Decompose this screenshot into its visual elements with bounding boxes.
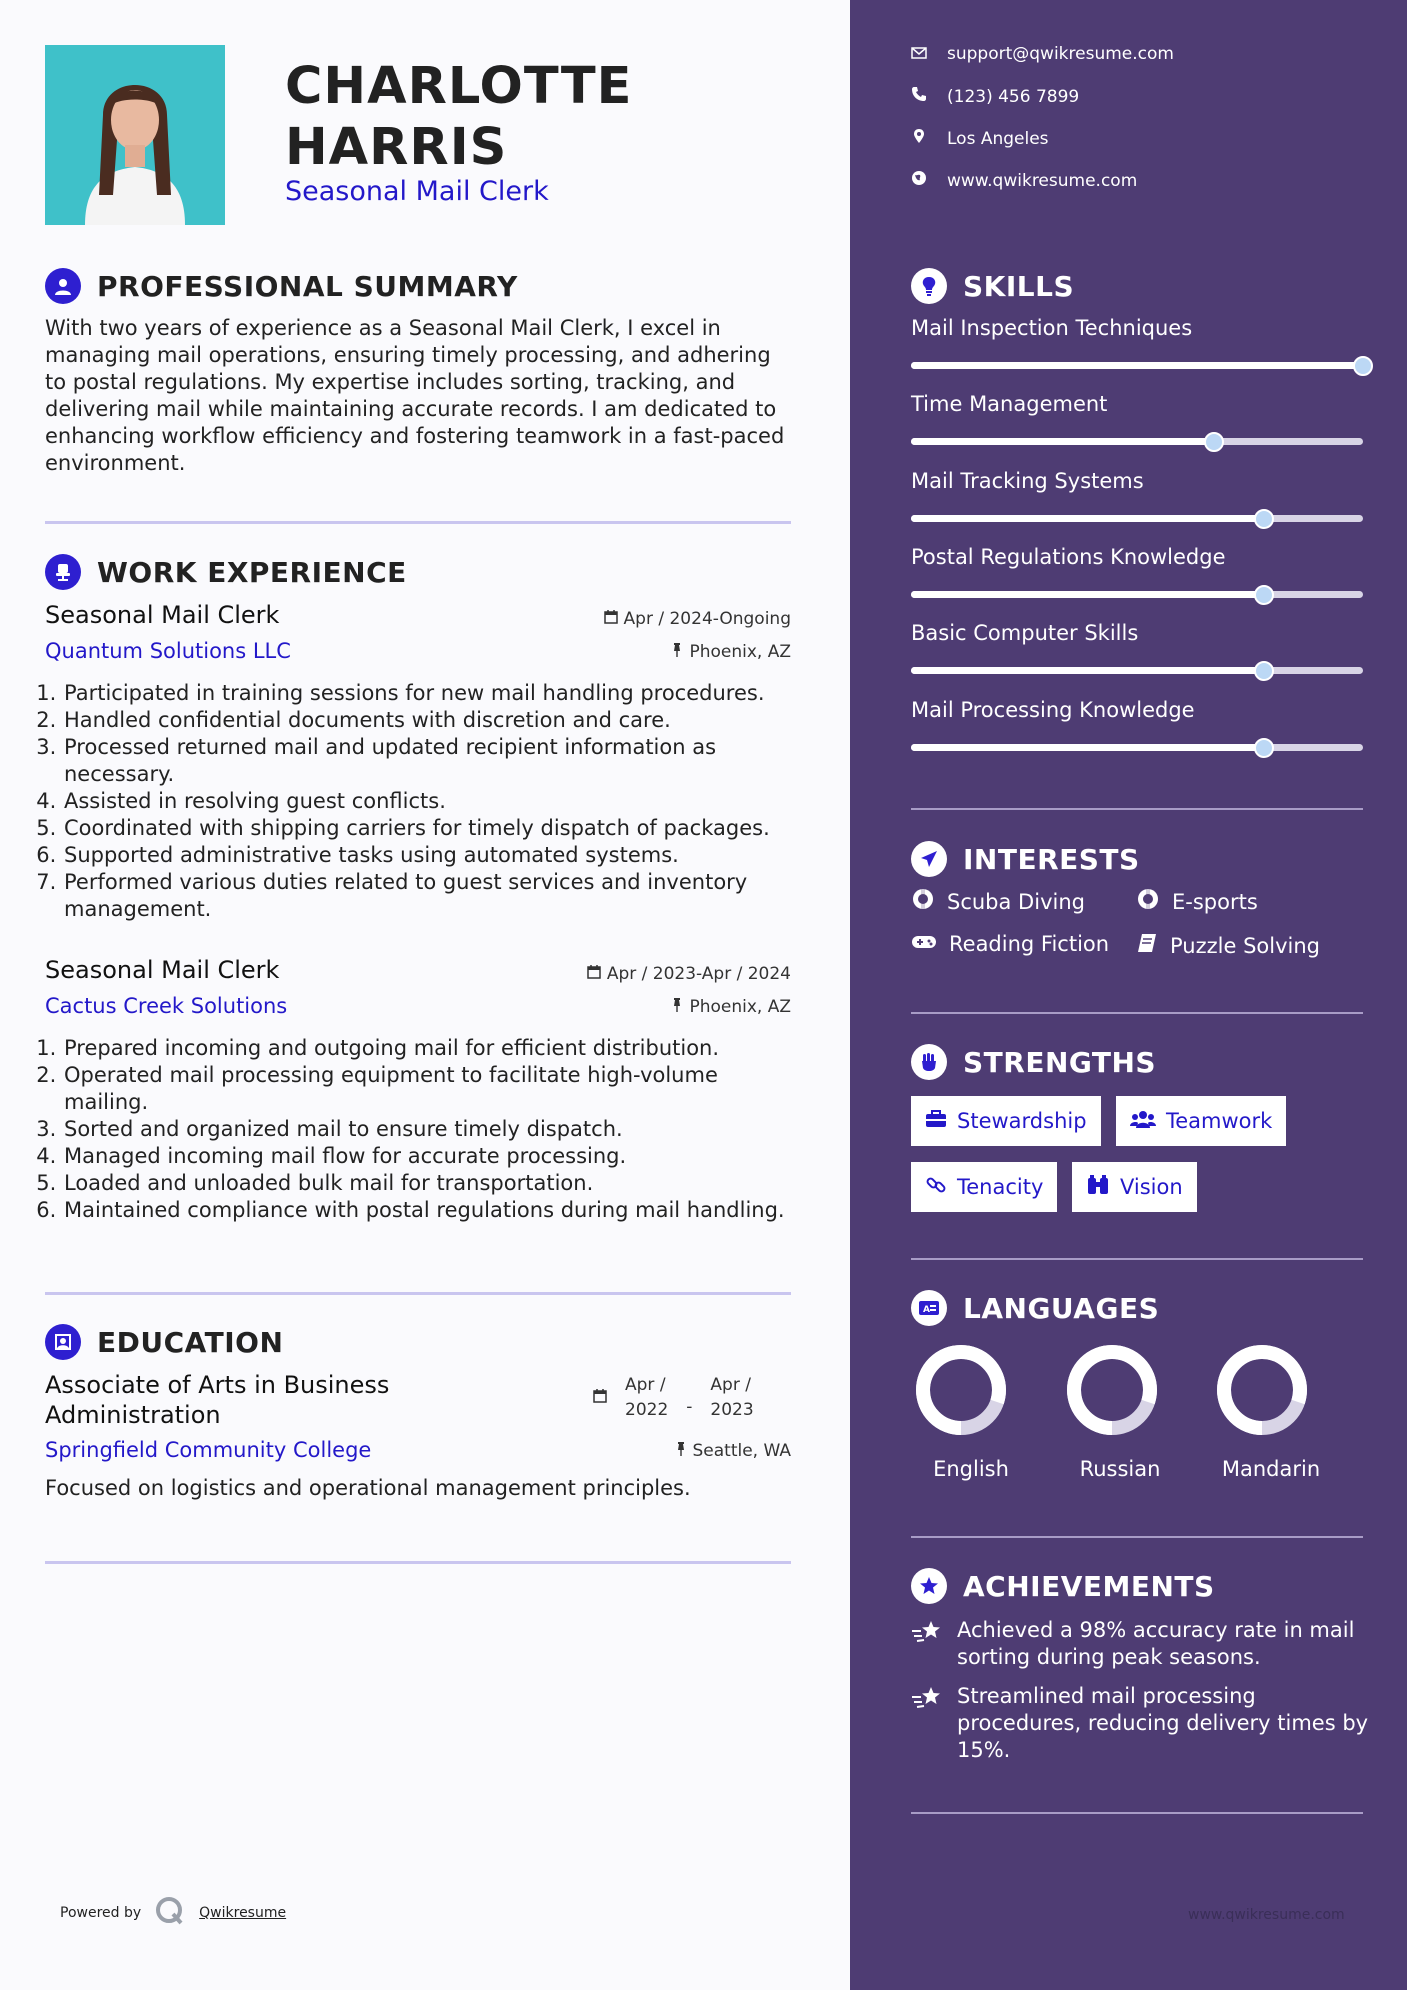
strength-label: Teamwork <box>1166 1109 1273 1133</box>
job-2-title: Seasonal Mail Clerk <box>45 956 280 984</box>
star-badge-icon <box>911 1568 947 1604</box>
first-name: CHARLOTTE <box>285 57 633 116</box>
skill-bar-fill <box>911 667 1264 674</box>
fist-icon <box>911 1044 947 1080</box>
skill-bar <box>911 744 1363 751</box>
list-item: 2. Handled confidential documents with discretion and care. <box>63 707 785 734</box>
job-2-duties <box>45 1035 795 1224</box>
achievement-text <box>957 1683 1368 1764</box>
pin-icon <box>671 997 683 1017</box>
summary-text <box>45 315 805 477</box>
job-2-company: Cactus Creek Solutions <box>45 994 288 1018</box>
globe-icon <box>911 170 927 191</box>
job-1-date <box>604 609 791 629</box>
email-text: support@qwikresume.com <box>947 44 1174 64</box>
contact-location <box>911 128 1049 149</box>
svg-text:A: A <box>923 1305 930 1315</box>
skill-label: Basic Computer Skills <box>911 621 1139 645</box>
language-item <box>1062 1340 1162 1444</box>
summary-line: environment. <box>45 451 186 475</box>
users-icon <box>1130 1109 1156 1134</box>
binoculars-icon <box>1086 1174 1110 1201</box>
interests-header <box>911 841 1140 877</box>
contact-phone[interactable] <box>911 86 1079 107</box>
interest-label: E-sports <box>1172 889 1258 914</box>
degree-line: Administration <box>45 1401 221 1429</box>
phone-text: (123) 456 7899 <box>947 86 1080 107</box>
divider <box>911 1536 1363 1538</box>
strength-chip <box>1116 1096 1286 1146</box>
job-1-duties <box>45 680 785 923</box>
graduate-icon <box>45 1324 81 1360</box>
envelope-icon <box>911 44 927 64</box>
skill-bar <box>911 438 1363 445</box>
language-icon <box>911 1290 947 1326</box>
location-text: Los Angeles <box>947 128 1049 149</box>
job-1-company: Quantum Solutions LLC <box>45 639 291 663</box>
achievement-line: Achieved a 98% accuracy rate in mail <box>957 1618 1355 1642</box>
summary-line: managing mail operations, ensuring timely processing, and adhering <box>45 343 771 367</box>
interests-heading: INTERESTS <box>963 842 1140 876</box>
skill-bar <box>911 667 1363 674</box>
pin-icon <box>671 642 683 662</box>
interest-label: Puzzle Solving <box>1170 933 1320 958</box>
language-ring <box>911 1340 1011 1440</box>
skill-bar-fill <box>911 438 1214 445</box>
experience-heading: WORK EXPERIENCE <box>97 555 407 589</box>
date-part: 2022 <box>625 1400 669 1420</box>
list-item: 3. Processed returned mail and updated recipient information as necessary. <box>63 734 785 788</box>
job-date-text: Apr / 2024-Ongoing <box>623 609 791 629</box>
education-location-text: Seattle, WA <box>692 1441 791 1461</box>
contact-website[interactable] <box>911 170 1137 191</box>
summary-header <box>45 268 518 304</box>
skill-bar-fill <box>911 515 1264 522</box>
book-icon <box>1136 932 1158 959</box>
strength-chip <box>911 1162 1057 1212</box>
strength-label: Tenacity <box>957 1175 1044 1199</box>
achievements-header <box>911 1568 1215 1604</box>
skill-bar <box>911 515 1363 522</box>
language-label: Mandarin <box>1221 1457 1321 1481</box>
list-item: 2. Operated mail processing equipment to facilitate high-volume mailing. <box>63 1062 795 1116</box>
user-icon <box>45 268 81 304</box>
last-name: HARRIS <box>285 118 508 177</box>
job-location-text: Phoenix, AZ <box>689 642 791 662</box>
website-text: www.qwikresume.com <box>947 170 1138 191</box>
achievement-text <box>957 1617 1354 1671</box>
achievement-line: procedures, reducing delivery times by <box>957 1711 1369 1735</box>
powered-by-text: Powered by <box>60 1905 142 1921</box>
interest-item <box>911 887 1085 916</box>
briefcase-icon <box>925 1109 947 1133</box>
skill-bar-knob <box>1204 432 1224 452</box>
paper-plane-icon <box>911 841 947 877</box>
achievement-item <box>911 1683 1368 1764</box>
interest-label: Reading Fiction <box>949 932 1110 956</box>
divider <box>911 1258 1363 1260</box>
degree <box>45 1370 389 1430</box>
footer-site[interactable]: www.qwikresume.com <box>1188 1907 1345 1923</box>
lifebuoy-icon <box>911 887 935 916</box>
language-item <box>1212 1340 1312 1444</box>
language-ring <box>1212 1340 1312 1440</box>
list-item: 5. Loaded and unloaded bulk mail for transportation. <box>63 1170 795 1197</box>
skill-bar-fill <box>911 744 1264 751</box>
language-item <box>911 1340 1011 1444</box>
education-location <box>675 1441 792 1461</box>
list-item: 5. Coordinated with shipping carriers for timely dispatch of packages. <box>63 815 785 842</box>
skill-bar-knob <box>1254 738 1274 758</box>
calendar-icon <box>593 1386 607 1411</box>
skill-bar <box>911 591 1363 598</box>
skill-label: Mail Processing Knowledge <box>911 698 1195 722</box>
skills-heading: SKILLS <box>963 269 1075 303</box>
school-name: Springfield Community College <box>45 1438 372 1462</box>
job-2-location <box>671 997 791 1017</box>
skill-label: Postal Regulations Knowledge <box>911 545 1226 569</box>
skill-bar-knob <box>1254 585 1274 605</box>
shooting-star-icon <box>911 1619 943 1671</box>
skill-bar-fill <box>911 591 1264 598</box>
skill-bar-knob <box>1353 356 1373 376</box>
interest-label: Scuba Diving <box>947 889 1085 914</box>
skill-bar-knob <box>1254 509 1274 529</box>
list-item: 4. Managed incoming mail flow for accurate processing. <box>63 1143 795 1170</box>
language-ring <box>1062 1340 1162 1440</box>
list-item: 6. Maintained compliance with postal regulations during mail handling. <box>63 1197 795 1224</box>
skill-bar <box>911 362 1363 369</box>
candidate-name <box>285 56 632 178</box>
skill-label: Mail Inspection Techniques <box>911 316 1193 340</box>
strengths-header <box>911 1044 1156 1080</box>
shooting-star-icon <box>911 1685 943 1764</box>
education-dates <box>593 1373 754 1423</box>
divider <box>911 808 1363 810</box>
lightbulb-icon <box>911 268 947 304</box>
gamepad-icon <box>911 932 937 956</box>
date-separator: - <box>686 1396 693 1417</box>
summary-heading: PROFESSIONAL SUMMARY <box>97 269 518 303</box>
interest-item <box>1136 932 1320 959</box>
strength-label: Stewardship <box>957 1109 1087 1133</box>
skill-bar-knob <box>1254 661 1274 681</box>
job-title: Seasonal Mail Clerk <box>285 176 549 207</box>
job-date-text: Apr / 2023-Apr / 2024 <box>606 964 791 984</box>
date-part: Apr / <box>625 1375 666 1395</box>
divider <box>45 1292 791 1295</box>
languages-heading: LANGUAGES <box>963 1291 1160 1325</box>
pin-icon <box>675 1441 687 1461</box>
achievement-line: sorting during peak seasons. <box>957 1645 1261 1669</box>
skill-label: Time Management <box>911 392 1108 416</box>
interest-item <box>911 932 1109 956</box>
language-label: English <box>933 1457 1009 1481</box>
job-1-title: Seasonal Mail Clerk <box>45 601 280 629</box>
phone-icon <box>911 86 927 107</box>
qwikresume-link[interactable]: Qwikresume <box>199 1905 287 1921</box>
education-header <box>45 1324 283 1360</box>
summary-line: delivering mail while maintaining accurate records. I am dedicated to <box>45 397 777 421</box>
strengths-heading: STRENGTHS <box>963 1045 1157 1079</box>
strength-chip <box>911 1096 1101 1146</box>
languages-header <box>911 1290 1159 1326</box>
map-pin-icon <box>911 128 927 149</box>
achievement-line: Streamlined mail processing <box>957 1684 1256 1708</box>
summary-line: to postal regulations. My expertise includes sorting, tracking, and <box>45 370 736 394</box>
list-item: 1. Participated in training sessions for new mail handling procedures. <box>63 680 785 707</box>
divider <box>911 1812 1363 1814</box>
language-label: Russian <box>1079 1457 1161 1481</box>
list-item: 3. Sorted and organized mail to ensure timely dispatch. <box>63 1116 795 1143</box>
list-item: 6. Supported administrative tasks using automated systems. <box>63 842 785 869</box>
degree-line: Associate of Arts in Business <box>45 1371 390 1399</box>
list-item: 1. Prepared incoming and outgoing mail for efficient distribution. <box>63 1035 795 1062</box>
interest-item <box>1136 887 1258 916</box>
calendar-icon <box>587 964 601 984</box>
job-1-location <box>671 642 791 662</box>
skills-header <box>911 268 1074 304</box>
job-2-date <box>587 964 791 984</box>
job-location-text: Phoenix, AZ <box>689 997 791 1017</box>
contact-email[interactable] <box>911 44 1174 64</box>
strength-chip <box>1072 1162 1197 1212</box>
summary-line: enhancing workflow efficiency and fostering teamwork in a fast-paced <box>45 424 785 448</box>
list-item: 7. Performed various duties related to guest services and inventory management. <box>63 869 785 923</box>
divider <box>45 521 791 524</box>
profile-photo <box>45 45 225 225</box>
qwikresume-logo-icon <box>155 1896 185 1930</box>
footer-powered <box>60 1896 286 1930</box>
education-end <box>710 1373 753 1423</box>
divider <box>911 1012 1363 1014</box>
date-part: Apr / <box>710 1375 751 1395</box>
achievements-heading: ACHIEVEMENTS <box>963 1569 1215 1603</box>
experience-header <box>45 554 407 590</box>
lifebuoy-icon <box>1136 887 1160 916</box>
link-icon <box>925 1174 947 1201</box>
list-item: 4. Assisted in resolving guest conflicts. <box>63 788 785 815</box>
calendar-icon <box>604 609 618 629</box>
achievement-item <box>911 1617 1354 1671</box>
education-heading: EDUCATION <box>97 1325 284 1359</box>
skill-label: Mail Tracking Systems <box>911 469 1144 493</box>
education-start <box>625 1373 668 1423</box>
divider <box>45 1561 791 1564</box>
date-part: 2023 <box>710 1400 754 1420</box>
achievement-line: 15%. <box>957 1738 1011 1762</box>
skill-bar-fill <box>911 362 1363 369</box>
summary-line: With two years of experience as a Seasonal Mail Clerk, I excel in <box>45 316 721 340</box>
strength-label: Vision <box>1120 1175 1183 1199</box>
office-chair-icon <box>45 554 81 590</box>
education-description: Focused on logistics and operational management principles. <box>45 1476 691 1500</box>
